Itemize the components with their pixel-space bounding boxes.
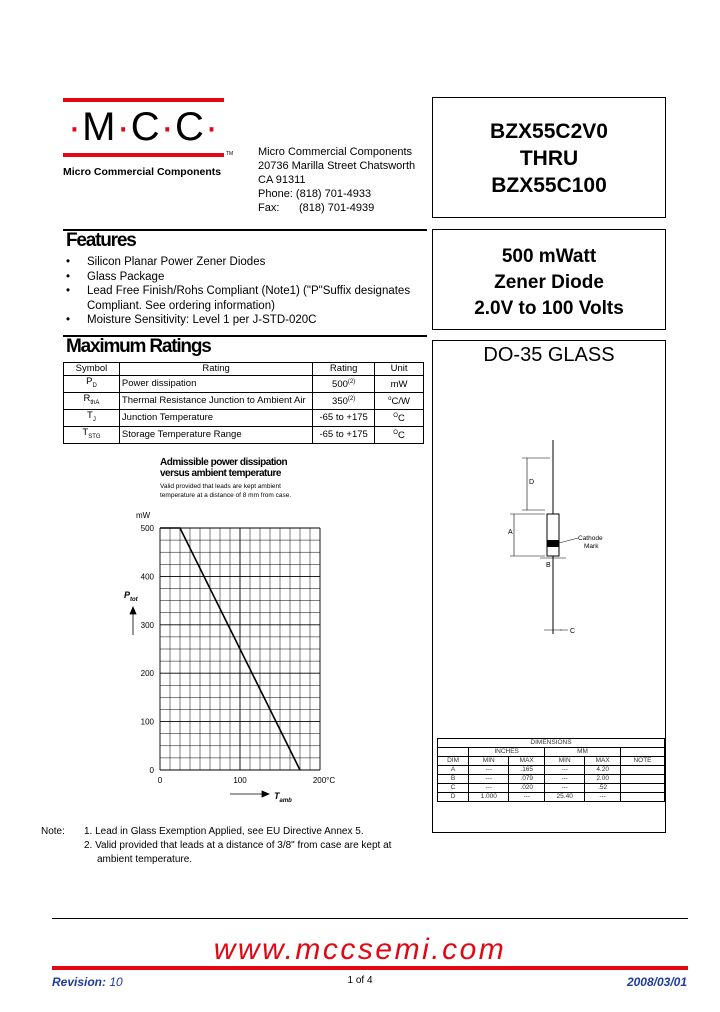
footer-rule	[52, 918, 688, 919]
chart-title-1: Admissible power dissipation	[160, 457, 288, 468]
spec-summary-box	[432, 229, 666, 330]
address-company: Micro Commercial Components	[258, 146, 413, 158]
x-tick-label: 100	[233, 776, 247, 785]
footer-red-bar	[52, 966, 688, 970]
y-tick-label: 500	[140, 524, 154, 533]
address-street: 20736 Marilla Street Chatsworth	[258, 160, 416, 172]
part-number-box	[432, 97, 666, 218]
features-list	[64, 255, 424, 328]
note-2: 2. Valid provided that leads at a distance of 3/8" from case are kept at	[84, 840, 392, 851]
y-tick-label: 100	[140, 717, 154, 727]
dimensions-title: DIMENSIONS	[438, 739, 665, 748]
features-title: Features	[66, 230, 136, 251]
trademark: TM	[226, 151, 234, 157]
address-fax: Fax: (818) 701-4939	[258, 202, 375, 214]
spec-type: Zener Diode	[494, 272, 604, 293]
logo-bottom-bar	[63, 153, 224, 157]
mcc-logo: ·M·C·C·	[67, 105, 220, 149]
revision-date: 2008/03/01	[626, 975, 687, 989]
y-unit-label: mW	[136, 511, 151, 520]
dimensions-inches: INCHES	[469, 748, 545, 757]
cathode-label-2: Mark	[584, 543, 599, 550]
table-row: $T_J$ Junction Temperature -65 to +175 $^O$C	[64, 409, 424, 426]
list-item: • Glass Package	[66, 270, 165, 283]
diode-outline-drawing	[432, 340, 666, 640]
list-item: • Lead Free Finish/Rohs Compliant (Note1) ("P"Suffix designates Compliant. See ordering information)	[66, 285, 411, 312]
chart-subtitle-2: temperature at a distance of 8 mm from case.	[160, 492, 292, 499]
ratings-header-row: Symbol Rating Rating Unit	[64, 363, 424, 376]
logo-top-bar	[63, 98, 224, 102]
page-number: 1 of 4	[347, 975, 373, 986]
company-address	[258, 145, 415, 215]
table-row: C --- .020 --- .52	[438, 784, 665, 793]
chart-subtitle-1: Valid provided that leads are kept ambient	[160, 483, 281, 490]
diode-body	[547, 514, 559, 556]
table-row: $R_{thA}$ Thermal Resistance Junction to Ambient Air 350$^{(2)}$ $^o$C/W	[64, 392, 424, 409]
address-phone: Phone: (818) 701-4933	[258, 188, 372, 200]
list-item: • Moisture Sensitivity: Level 1 per J-STD-020C	[66, 314, 317, 326]
chart-title-2: versus ambient temperature	[160, 468, 281, 479]
table-row: A --- .165 --- 4.20	[438, 766, 665, 775]
list-item: • Silicon Planar Power Zener Diodes	[66, 256, 266, 268]
table-row: B --- .079 --- 2.00	[438, 775, 665, 784]
cathode-band	[547, 540, 559, 547]
y-tick-label: 300	[140, 620, 154, 630]
label-c: C	[570, 628, 576, 635]
ratings-title: Maximum Ratings	[66, 336, 211, 357]
part-number-thru: THRU	[519, 147, 579, 170]
y-tick-label: 0	[149, 766, 154, 775]
ratings-table	[63, 362, 424, 444]
label-a: A	[508, 529, 513, 536]
label-d: D	[529, 479, 535, 486]
cathode-label-1: Cathode	[578, 535, 603, 542]
x-tick-label: 200°C	[312, 776, 336, 785]
y-axis-symbol: $P_{tot}$	[124, 590, 138, 603]
x-tick-label: 0	[157, 776, 163, 785]
revision: Revision: 10	[52, 975, 123, 989]
y-axis-arrow	[130, 607, 136, 635]
dimensions-mm: MM	[545, 748, 621, 757]
part-number-start: BZX55C2V0	[490, 120, 608, 143]
dimensions-table	[437, 738, 665, 802]
website-link[interactable]: www.mccsemi.com	[213, 933, 507, 966]
table-row: $T_{STG}$ Storage Temperature Range -65 to +175 $^O$C	[64, 426, 424, 443]
x-axis-arrow	[230, 791, 269, 797]
label-b: B	[546, 562, 551, 569]
package-title: DO-35 GLASS	[483, 344, 615, 366]
dimensions-header-row: DIM MIN MAX MIN MAX NOTE	[438, 757, 665, 766]
y-tick-label: 400	[140, 572, 154, 582]
table-row: $P_D$ Power dissipation 500$^{(2)}$ mW	[64, 376, 424, 393]
spec-voltage: 2.0V to 100 Volts	[474, 298, 624, 319]
address-city: CA 91311	[258, 174, 306, 186]
power-derating-chart	[110, 450, 370, 810]
spec-power: 500 mWatt	[501, 246, 597, 267]
table-row: D 1.000 --- 25.40 ---	[438, 793, 665, 802]
note-1: 1. Lead in Glass Exemption Applied, see EU Directive Annex 5.	[84, 826, 364, 837]
x-axis-symbol: $T_{amb}$	[274, 791, 292, 804]
y-tick-label: 200	[140, 669, 154, 679]
notes-label: Note:	[41, 826, 65, 837]
part-number-end: BZX55C100	[491, 174, 607, 197]
note-2-cont: ambient temperature.	[97, 854, 193, 865]
logo-tagline: Micro Commercial Components	[63, 166, 222, 178]
